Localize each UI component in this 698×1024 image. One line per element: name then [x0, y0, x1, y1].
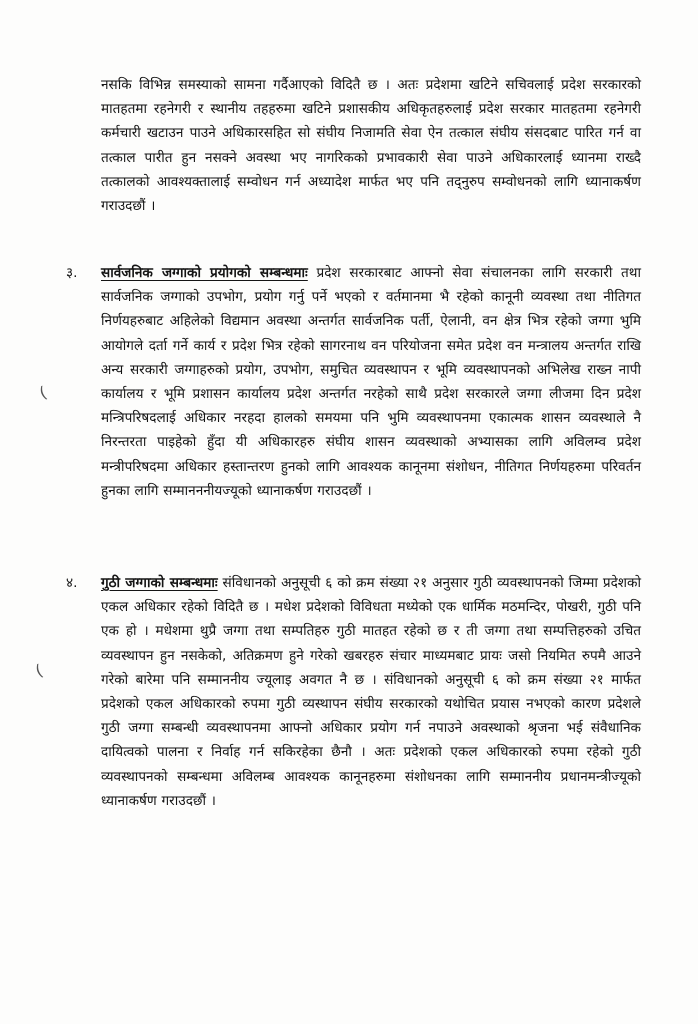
margin-mark: (	[32, 660, 46, 681]
section-body: प्रदेश सरकारबाट आफ्नो सेवा संचालनका लागि सरकारी तथा सार्वजनिक जग्गाको उपभोग, प्रयोग गर्नु पर्ने भएको र वर्तमानमा भै रहेको कानूनी व्यवस्था तथा नीतिगत निर्णयहरुबाट अहिलेको विद्यमान अवस्था अन्तर्गत सार्वजनिक पर्ती, ऐलानी, वन क्षेत्र भित्र रहेको जग्गा भुमि आयोगले दर्ता गर्ने कार्य र प्रदेश भित्र रहेको सागरनाथ वन परियोजना समेत प्रदेश वन मन्त्रालय अन्तर्गत राखि अन्य सरकारी जग्गाहरुको प्रयोग, उपभोग, समुचित व्यवस्थापन र भूमि व्यवस्थापनको अभिलेख राख्न नापी कार्यालय र भूमि प्रशासन कार्यालय प्रदेश अन्तर्गत नरहेको साथै प्रदेश सरकारले जग्गा लीजमा दिन प्रदेश मन्त्रिपरिषदलाई अधिकार नरहदा हालको समयमा पनि भुमि व्यवस्थापनमा एकात्मक शासन व्यवस्थाले नै निरन्तरता पाइहेको हुँदा यी अधिकारहरु संघीय शासन व्यवस्थाको अभ्यासका लागि अविलम्व प्रदेश मन्त्रीपरिषदमा अधिकार हस्तान्तरण हुनको लागि आवश्यक कानूनमा संशोधन, नीतिगत निर्णयहरुमा परिवर्तन हुनका लागि सम्मानननीयज्यूको ध्यानाकर्षण गराउदछौं ।	[101, 265, 642, 499]
paragraph-text: नसकि विभिन्न समस्याको सामना गर्दैआएको विदितै छ । अतः प्रदेशमा खटिने सचिवलाई प्रदेश सरकारको मातहतमा रहनेगरी र स्थानीय तहहरुमा खटिने प्रशासकीय अधिकृतहरुलाई प्रदेश सरकार मातहतमा रहनेगरी कर्मचारी खटाउन पाउने अधिकारसहित सो संघीय निजामति सेवा ऐन तत्काल संघीय संसदबाट पारित गर्न वा तत्काल पारीत हुन नसक्ने अवस्था भए नागरिकको प्रभावकारी सेवा पाउने अधिकारलाई ध्यानमा राख्दै तत्कालको आवश्यक्तालाई सम्वोधन गर्न अध्यादेश मार्फत भए पनि तद्नुरुप सम्वोधनको लागि ध्यानाकर्षण गराउदछौं ।	[101, 77, 641, 215]
paragraph-continuation	[101, 73, 641, 218]
margin-mark: (	[36, 382, 50, 403]
section-heading: सार्वजनिक जग्गाको प्रयोगको सम्बन्धमाः	[101, 265, 308, 281]
section-guthi-land	[101, 571, 641, 813]
section-heading: गुठी जग्गाको सम्बन्धमाः	[101, 575, 218, 591]
section-public-land	[101, 261, 641, 503]
section-number: ३.	[66, 265, 78, 281]
section-body: संविधानको अनुसूची ६ को क्रम संख्या २१ अनुसार गुठी व्यवस्थापनको जिम्मा प्रदेशको एकल अधिकार रहेको विदितै छ । मधेश प्रदेशको विविधता मध्येको एक धार्मिक मठमन्दिर, पोखरी, गुठी पनि एक हो । मधेशमा थुप्रै जग्गा तथा सम्पतिहरु गुठी मातहत रहेको छ र ती जग्गा तथा सम्पत्तिहरुको उचित व्यवस्थापन हुन नसकेको, अतिक्रमण हुने गरेको खबरहरु संचार माध्यमबाट प्रायः जसो नियमित रुपमै आउने गरेको बारेमा पनि सम्माननीय ज्यूलाइ अवगत नै छ । संविधानको अनुसूची ६ को क्रम संख्या २१ मार्फत प्रदेशको एकल अधिकारको रुपमा गुठी व्यस्थापन संघीय सरकारको यथोचित प्रयास नभएको कारण प्रदेशले गुठी जग्गा सम्बन्धी व्यवस्थापनमा आफ्नो अधिकार प्रयोग गर्न नपाउने अवस्थाको श्रृजना भई संवैधानिक दायित्वको पालना र निर्वाह गर्न सकिरहेका छैनौ । अतः प्रदेशको एकल अधिकारको रुपमा रहेको गुठी व्यवस्थापनको सम्बन्धमा अविलम्ब आवश्यक कानूनहरुमा संशोधनका लागि सम्माननीय प्रधानमन्त्रीज्यूको ध्यानाकर्षण गराउदछौं ।	[101, 575, 641, 809]
section-number: ४.	[66, 575, 78, 591]
